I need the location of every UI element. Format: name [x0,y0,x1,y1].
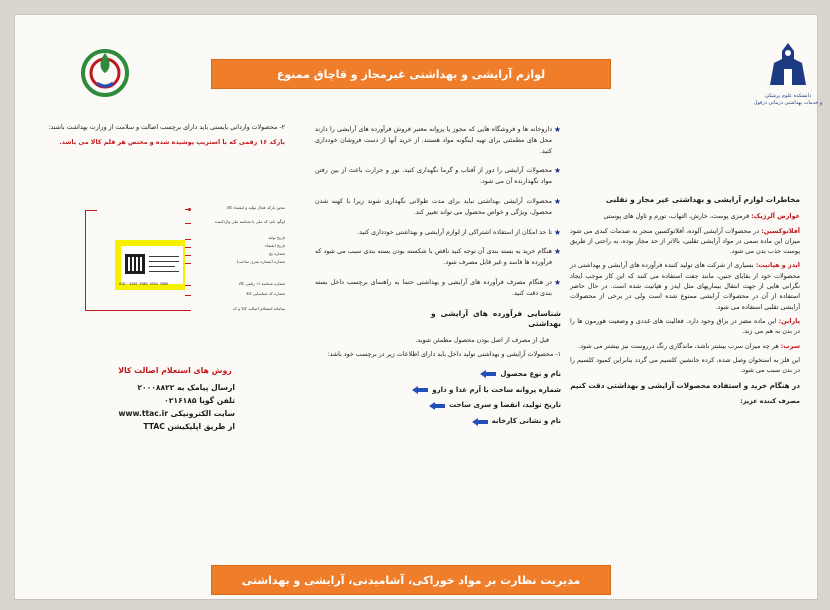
section-text: بسیاری از شرکت های تولید کننده فرآورده های آرایشی و بهداشتی در محصولات خود از بقایای جنین، مانند جفت استفاده می کنند که این کار موجب ایجاد نگرانی هایی از جهت انتقال بیماریهای مثل ایدز و هپاتیت شده است. در حال حاضر استفاده از آن در محصولات آرایشی ممنوع شده است ولی در برخی از محصولات آرایشی تقلبی استفاده می شود. [570,261,800,311]
callout-label: سامانه استعلام اصالت کالا و کد [232,306,285,311]
lead-extra: این فلز به استخوان وصل شده، کرده جانشین کلسیم می گردد بنابراین کمبود کلسیم را در بدن سبب می شود. [570,355,800,375]
imported-note: ۲- محصولات وارداتی بایستی باید دارای برچسب اصالت و سلامت از وزارت بهداشت باشند: [48,124,285,131]
inquiry-item: تلفن گویا ۰۲۱۶۱۸۵ [164,396,235,405]
star-icon: ★ [553,166,561,176]
list-item: ★ تا حد امکان از استفاده اشتراکی از لوازم آرایشی و بهداشتی خودداری کنید. [357,227,561,237]
star-icon: ★ [553,196,561,206]
section-aids [570,260,800,311]
star-icon: ★ [553,227,561,237]
list-item: ★ محصولات آرایشی بهداشتی نباید برای مدت طولانی نگهداری شوند زیرا با کهنه شدن محصول، ویژگی و خواص محصول می تواند تغییر کند. [315,196,561,216]
poster-sheet [14,14,823,600]
star-icon: ★ [553,247,561,257]
list-item: ★ محصولات آرایشی را دور از آفتاب و گرما نگهداری کنید. نور و حرارت باعث از بین رفتن مواد نگهدارنده آن می شود. [315,166,561,186]
sticker-uid: UID: 5266 5989 4954 5986 [119,282,168,286]
list-item: ★ هنگام خرید به بسته بندی آن توجه کنید ناقص یا شکسته بودن بسته بندی سبب می شود که فرآورده ها فاسد و غیر قابل مصرف شود. [315,247,561,267]
university-caption-2: و خدمات بهداشتی درمانی دزفول [753,100,823,106]
callout-label: تاریخ تولید [268,235,285,240]
section-allergy [570,211,800,221]
inquiry-item: سایت الکترونیکی www.ttac.ir [118,409,235,418]
sticker-image [115,240,185,290]
right-column [570,195,800,406]
section-term: پارابن: [778,316,800,325]
section-term: سرب: [780,341,800,350]
arrow-icon [480,370,496,378]
footer-banner: مدیریت نظارت بر مواد خوراکی، آشامیدنی، آرایشی و بهداشتی [211,565,611,595]
callout-label: شماره شناسه ۱۶ رقمی کالا [238,281,285,286]
fda-logo [75,43,135,103]
risks-title: مخاطرات لوازم آرایشی و بهداشتی غیر مجاز و تقلبی [605,195,800,204]
consumer-label: مصرف کننده عزیز: [740,396,800,405]
inquiry-methods [75,360,275,433]
section-paraben [570,316,800,337]
identify-title: شناسایی فرآورده های آرایشی و بهداشتی [431,308,561,329]
section-aflatoxin [570,226,800,257]
section-lead [570,341,800,351]
university-logo-icon [766,41,810,89]
callout-label: تاریخ انقضاء [264,243,285,248]
star-icon: ★ [553,277,561,287]
label-requirement: تاریخ تولید، انقضا و سری ساخت [315,400,561,411]
barcode-note: بارکد ۱۶ رقمی که با استریپ پوشیده شده و مختص هر قلم کالا می باشد. [59,138,285,146]
section-term: عوارض آلرژیک: [751,212,800,221]
callout-label: لوگو، نام، کد ملی یا شناسه ملی واردکننده [214,219,285,224]
callout-label: شماره بچ [269,251,285,256]
inquiry-item: از طریق اپلیکیشن TTAC [143,422,235,431]
callout-label: شماره (شماره سری ساخت) [236,259,285,264]
buy-title: در هنگام خرید و استفاده محصولات آرایشی و بهداشتی دقت کنیم [570,381,800,391]
identify-point: قبل از مصرف از اصل بودن محصول مطمئن شوید. [415,337,549,345]
qr-code-icon [125,254,145,274]
inquiry-title: روش های استعلام اصالت کالا [118,366,232,375]
list-item: ★ در هنگام مصرف فرآورده های آرایشی و بهداشتی حتما به راهنمای برچسب داخل بسته بندی دقت کنید. [315,277,561,297]
university-logo [753,41,823,113]
university-caption-1: دانشکده علوم پزشکی [764,93,812,99]
section-text: در محصولات آرایشی آلوده، آفلاتوکسین منجر به صدمات کبدی می شود میزان این ماده سمی در مواد آرایشی تقلبی، بالاتر از حد مجاز بوده، به راحتی از طریق پوست جذب بدن می شود. [570,226,800,256]
label-requirement: نام و نوع محصول [315,369,561,380]
authenticity-sticker-diagram [85,195,285,335]
arrow-icon [472,418,488,426]
section-text: هر چه میزان سرب بیشتر باشد، ماندگاری رنگ درروست نیز بیشتر می شود. [578,341,779,350]
identify-point: ۱- محصولات آرایشی و بهداشتی تولید داخل باید دارای اطلاعات زیر در برچسب خود باشد: [327,350,561,358]
list-item: ★ داروخانه ها و فروشگاه هایی که مجوز یا پروانه معتبر فروش فرآورده های آرایشی را دارند محل های مطمئنی برای تهیه اینگونه مواد هستند. از خرید آنها از دست فروشان خودداری کنید. [315,125,561,155]
callout-label: مجوز بارکد فعال تولید و انقضاء کالا [226,205,285,210]
header-banner: لوازم آرایشی و بهداشتی غیرمجاز و قاچاق ممنوع [211,59,611,89]
inquiry-item: ارسال پیامک به ۲۰۰۰۸۸۲۲ [137,383,235,392]
callout-label: شماره کد شناسایی کالا [246,291,285,296]
section-text: این ماده مضر در بزاق وجود دارد. فعالیت های غددی و وضعیت هورمون ها را در بدن به هم می زند. [570,316,800,336]
left-column [45,123,285,149]
arrow-icon [412,386,428,394]
fda-logo-icon [75,43,135,103]
arrow-icon [429,402,445,410]
star-icon: ★ [553,125,561,134]
label-requirement: نام و نشانی کارخانه [315,416,561,427]
section-text: قرمزی پوست، خارش، التهاب، تورم و تاول های پوستی [603,212,750,221]
label-requirement: شماره پروانه ساخت با آرم غذا و دارو [315,385,561,396]
section-term: ایدز و هپاتیت: [755,261,800,270]
middle-column [315,125,561,432]
section-term: آفلاتوکسین: [761,226,800,235]
